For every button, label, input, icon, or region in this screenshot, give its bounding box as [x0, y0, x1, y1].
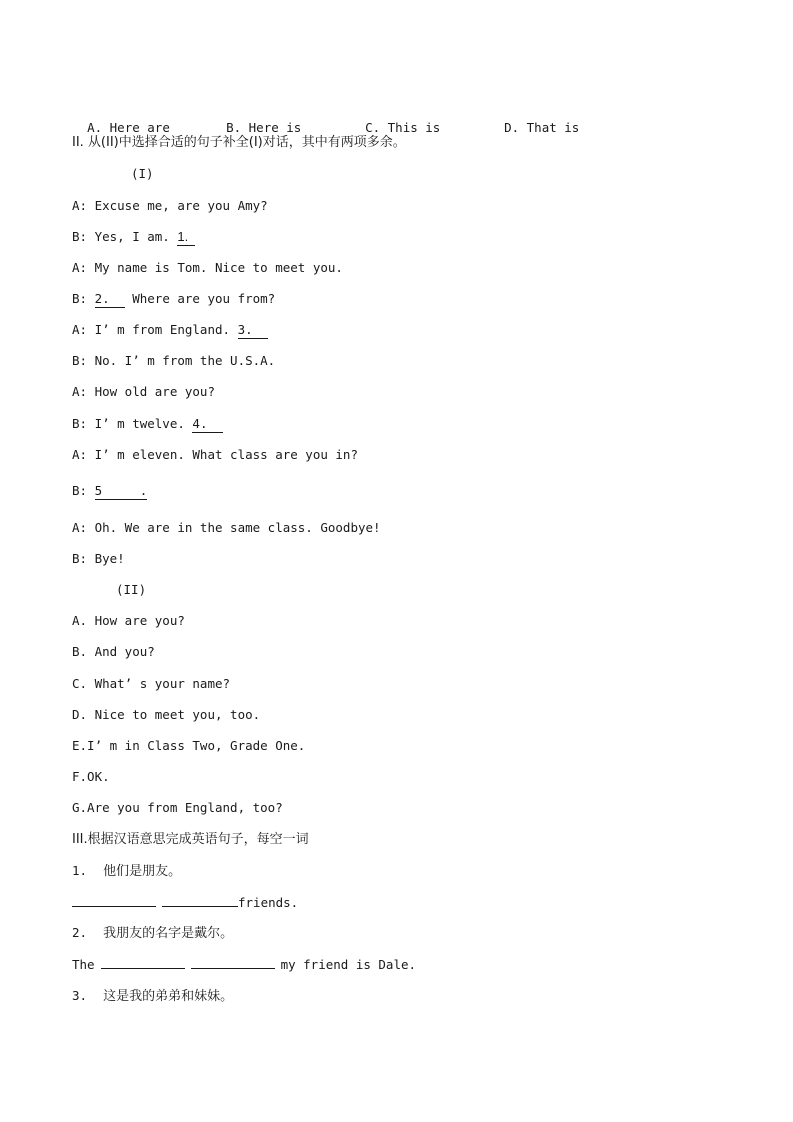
blank-4[interactable]: 4.: [192, 416, 223, 431]
blank-3[interactable]: 3.: [237, 322, 268, 337]
choice-item: A. How are you?: [72, 613, 185, 628]
choice-item: E.I’ m in Class Two, Grade One.: [72, 738, 306, 753]
choice-item: C. What’ s your name?: [72, 676, 231, 691]
dialog-line: A: Oh. We are in the same class. Goodbye!: [72, 520, 381, 535]
choice-item: G.Are you from England, too?: [72, 800, 283, 815]
question-2-cn: 2. 我朋友的名字是戴尔。: [72, 925, 234, 941]
dialog-line: B: Yes, I am. 1.: [72, 229, 196, 244]
dialog-line: A: My name is Tom. Nice to meet you.: [72, 260, 343, 275]
option-a: A. Here are: [87, 120, 170, 135]
answer-blank[interactable]: [72, 894, 156, 907]
option-c: C. This is: [365, 120, 441, 135]
part-2-label: (II): [116, 582, 147, 597]
choice-item: F.OK.: [72, 769, 110, 784]
choice-item: B. And you?: [72, 644, 155, 659]
dialog-line: B: 2. Where are you from?: [72, 291, 276, 306]
blank-5[interactable]: 5 .: [94, 483, 148, 498]
dialog-line: B: Bye!: [72, 551, 125, 566]
part-1-label: (I): [131, 166, 154, 181]
dialog-line: A: I’ m eleven. What class are you in?: [72, 447, 358, 462]
option-d: D. That is: [504, 120, 580, 135]
blank-1[interactable]: 1.: [177, 229, 196, 244]
dialog-line: A: I’ m from England. 3.: [72, 322, 268, 337]
question-3-cn: 3. 这是我的弟弟和妹妹。: [72, 988, 234, 1004]
dialog-line: B: 5 .: [72, 483, 148, 498]
question-2-en: The my friend is Dale.: [72, 957, 417, 972]
option-b: B. Here is: [226, 120, 302, 135]
choice-item: D. Nice to meet you, too.: [72, 707, 261, 722]
question-1-en: friends.: [72, 894, 298, 911]
dialog-line: A: Excuse me, are you Amy?: [72, 198, 268, 213]
answer-blank[interactable]: [162, 894, 238, 907]
section-2-title: II. 从(II)中选择合适的句子补全(I)对话，其中有两项多余。: [72, 135, 406, 150]
options-row: [72, 104, 579, 136]
answer-blank[interactable]: [101, 956, 185, 969]
dialog-line: B: No. I’ m from the U.S.A.: [72, 353, 276, 368]
blank-2[interactable]: 2.: [94, 291, 125, 306]
dialog-line: A: How old are you?: [72, 384, 215, 399]
answer-blank[interactable]: [191, 956, 275, 969]
dialog-line: B: I’ m twelve. 4.: [72, 416, 223, 431]
question-1-cn: 1. 他们是朋友。: [72, 863, 182, 879]
section-3-title: III.根据汉语意思完成英语句子，每空一词: [72, 832, 309, 847]
